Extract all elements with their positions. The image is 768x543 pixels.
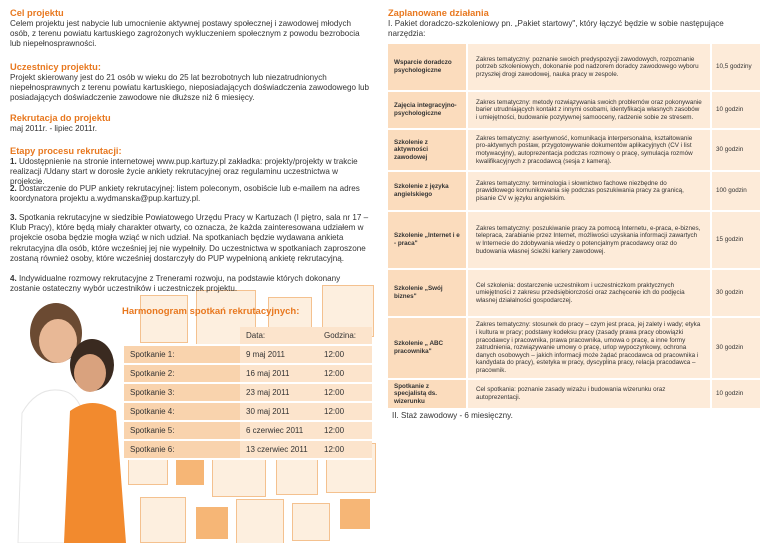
cel-title: Cel projektu [10, 8, 64, 18]
activity-row [388, 380, 760, 408]
activity-row [388, 212, 760, 268]
schedule-table [124, 327, 372, 460]
activity-name: Szkolenie z języka angielskiego [388, 172, 466, 210]
meeting-time: 12:00 [318, 440, 372, 459]
meeting-time: 12:00 [318, 345, 372, 364]
activity-hours: 15 godzin [712, 212, 760, 268]
activity-desc: Zakres tematyczny: metody rozwiązywania swoich problemów oraz pokonywanie barier utrudniających kontakt z innymi osobami, identyfikacja własnych zasobów i umiejętności, budowanie pozytywnej samooceny, radzenie sobie ze stresem. [468, 92, 710, 128]
activity-desc: Zakres tematyczny: asertywność, komunikacja interpersonalna, kształtowanie pro-aktywnych postaw, przygotowywanie dokumentów aplikacyjnych (CV i list motywacyjny), autoprezentacja podczas rozmowy o pracę, symulacja rozmów kwalifikacyjnych z pracodawcą (sesja z kamerą). [468, 130, 710, 170]
meeting-date: 30 maj 2011 [240, 402, 318, 421]
activity-hours: 30 godzin [712, 270, 760, 316]
activity-row [388, 130, 760, 170]
activity-desc: Zakres tematyczny: stosunek do pracy – czym jest praca, jej zalety i wady; etyka i kultura w pracy; podstawy kodeksu pracy (zasady prawa pracy obowiązki pracodawcy i pracownika, prawa pracownika, umowa o pracę, a inne formy zatrudnienia, rozwiązywanie umowy o pracę, urlop wypoczynkowy, ochrona danych osobowych – jakich informacji może żądać pracodawca od pracownika i kandydata do pracy), estetyka w pracy, dyscyplina pracy, relacja pracodawca – pracownik. [468, 318, 710, 378]
activity-desc: Zakres tematyczny: poszukiwanie pracy za pomocą Internetu, e-praca, e-biznes, telepraca, zarabianie przez Internet, możliwości uzyskania informacji zawartych w Internecie do zdobywania wiedzy o potencjalnym pracodawcy oraz do budowania własnej ścieżki kariery zawodowej. [468, 212, 710, 268]
activity-row [388, 318, 760, 378]
activity-name: Szkolenie z aktywności zawodowej [388, 130, 466, 170]
meeting-date: 13 czerwiec 2011 [240, 440, 318, 459]
meeting-time: 12:00 [318, 421, 372, 440]
activity-name: Szkolenie „Swój biznes" [388, 270, 466, 316]
step-4-text: Indywidualne rozmowy rekrutacyjne z Trenerami rozwoju, na podstawie których dokonany zostanie ostateczny wybór uczestników i uczestniczek projektu. [10, 274, 341, 294]
step-2-number: 2. [10, 184, 17, 193]
schedule-header [124, 327, 372, 345]
meeting-name: Spotkanie 4: [124, 402, 240, 421]
meeting-name: Spotkanie 5: [124, 421, 240, 440]
activity-desc: Zakres tematyczny: poznanie swoich predyspozycji zawodowych, rozpoznanie potrzeb szkoleniowych, dokonanie pod nadzorem doradcy zawodowego wyboru przyszłej drogi zawodowej, nauka pracy w zespole. [468, 44, 710, 90]
meeting-time: 12:00 [318, 364, 372, 383]
table-row [124, 402, 372, 421]
uczestnicy-title: Uczestnicy projektu: [10, 62, 101, 72]
meeting-date: 6 czerwiec 2011 [240, 421, 318, 440]
activity-hours: 30 godzin [712, 130, 760, 170]
meeting-date: 16 maj 2011 [240, 364, 318, 383]
step-1-number: 1. [10, 157, 17, 166]
uczestnicy-text: Projekt skierowany jest do 21 osób w wieku do 25 lat bezrobotnych lub niezatrudnionych niepełnosprawnych z terenu powiatu kartuskiego, nieposiadających doświadczenia zawodowego lub posiadających doświadczenie zawodowe nie dłuższe niż 6 miesięcy. [10, 73, 370, 103]
table-row [124, 421, 372, 440]
activity-row [388, 270, 760, 316]
rekrutacja-text: maj 2011r. - lipiec 2011r. [10, 124, 97, 133]
meeting-name: Spotkanie 6: [124, 440, 240, 459]
etapy-block [10, 146, 372, 188]
rekrutacja-title: Rekrutacja do projektu [10, 113, 111, 123]
young-couple-photo [8, 293, 128, 543]
zaplanowane-title: Zaplanowane działania [388, 8, 489, 18]
activity-name: Szkolenie „ ABC pracownika" [388, 318, 466, 378]
meeting-name: Spotkanie 2: [124, 364, 240, 383]
activity-hours: 10,5 godziny [712, 44, 760, 90]
meeting-name: Spotkanie 3: [124, 383, 240, 402]
table-row [124, 440, 372, 459]
step-4 [10, 274, 372, 294]
activity-name: Spotkanie z specjalistą ds. wizerunku [388, 380, 466, 408]
schedule-header-time: Godzina: [318, 327, 372, 345]
pakiet-subtitle: I. Pakiet doradczo-szkoleniowy pn. „Pakiet startowy", który łączyć będzie w sobie następujące narzędzia: [388, 19, 724, 39]
meeting-name: Spotkanie 1: [124, 345, 240, 364]
etapy-title: Etapy procesu rekrutacji: [10, 146, 122, 156]
step-3-number: 3. [10, 213, 17, 222]
step-4-number: 4. [10, 274, 17, 283]
harmonogram-title: Harmonogram spotkań rekrutacyjnych: [122, 306, 300, 317]
rekrutacja-block [10, 113, 372, 134]
step-2 [10, 184, 372, 204]
activity-desc: Cel spotkania: poznanie zasady wizażu i budowania wizerunku oraz autoprezentacji. [468, 380, 710, 408]
activity-hours: 100 godzin [712, 172, 760, 210]
cel-text: Celem projektu jest nabycie lub umocnienie aktywnej postawy społecznej i zawodowej młodych osób, z terenu powiatu kartuskiego zagrożonych wykluczeniem społecznym z powodu bezrobocia lub niepełnosprawności. [10, 19, 360, 49]
step-3-text: Spotkania rekrutacyjne w siedzibie Powiatowego Urzędu Pracy w Kartuzach (I piętro, sala nr 17 – Klub Pracy), które będą miały charakter otwarty, co oznacza, że każda zainteresowana udziałem w projekcie osoba będzie mogła wziąć w nich udział. Na spotkaniach będzie wydawana ankieta rekrutacyjna dla osób, które wcześniej jej nie wypełniły. Do uczestnictwa w spotkaniach zaproszone zostaną również osoby, które wcześniej dostarczyły do PUP wypełnioną ankietę rekrutacyjną. [10, 213, 369, 263]
activity-desc: Cel szkolenia: dostarczenie uczestnikom i uczestniczkom praktycznych umiejętności z zakresu przedsiębiorczości oraz zachęcenie ich do podjęcia własnej działalności gospodarczej. [468, 270, 710, 316]
activity-hours: 30 godzin [712, 318, 760, 378]
table-row [124, 383, 372, 402]
schedule-header-blank [124, 327, 240, 345]
left-column [10, 8, 372, 50]
activity-hours: 10 godzin [712, 92, 760, 128]
schedule-header-date: Data: [240, 327, 318, 345]
uczestnicy-block [10, 62, 372, 104]
meeting-date: 9 maj 2011 [240, 345, 318, 364]
table-row [124, 345, 372, 364]
activity-name: Zajęcia integracyjno-psychologiczne [388, 92, 466, 128]
activity-hours: 10 godzin [712, 380, 760, 408]
meeting-date: 23 maj 2011 [240, 383, 318, 402]
activity-desc: Zakres tematyczny: terminologia i słownictwo fachowe niezbędne do prawidłowego komunikowania się podczas poszukiwania pracy za granicą, pisanie CV w języku angielskim. [468, 172, 710, 210]
step-3 [10, 213, 372, 264]
step-1-text: Udostępnienie na stronie internetowej www.pup.kartuzy.pl zakładka: projekty/projekty w trakcie realizacji /Udany start w dorosłe życie ankiety rekrutacyjnej oraz regulaminu uczestnictwa w projekcie. [10, 157, 358, 187]
step-2-text: Dostarczenie do PUP ankiety rekrutacyjnej: listem poleconym, osobiście lub e-mailem na adres koordynatora projektu a.wydmanska@pup.kartuzy.pl. [10, 184, 360, 204]
staz-footer: II. Staż zawodowy - 6 miesięczny. [392, 411, 513, 420]
meeting-time: 12:00 [318, 402, 372, 421]
right-title [388, 8, 760, 39]
activity-name: Wsparcie doradczo psychologiczne [388, 44, 466, 90]
table-row [124, 364, 372, 383]
activity-name: Szkolenie „Internet i e - praca" [388, 212, 466, 268]
activity-row [388, 44, 760, 90]
meeting-time: 12:00 [318, 383, 372, 402]
activity-row [388, 92, 760, 128]
activity-row [388, 172, 760, 210]
